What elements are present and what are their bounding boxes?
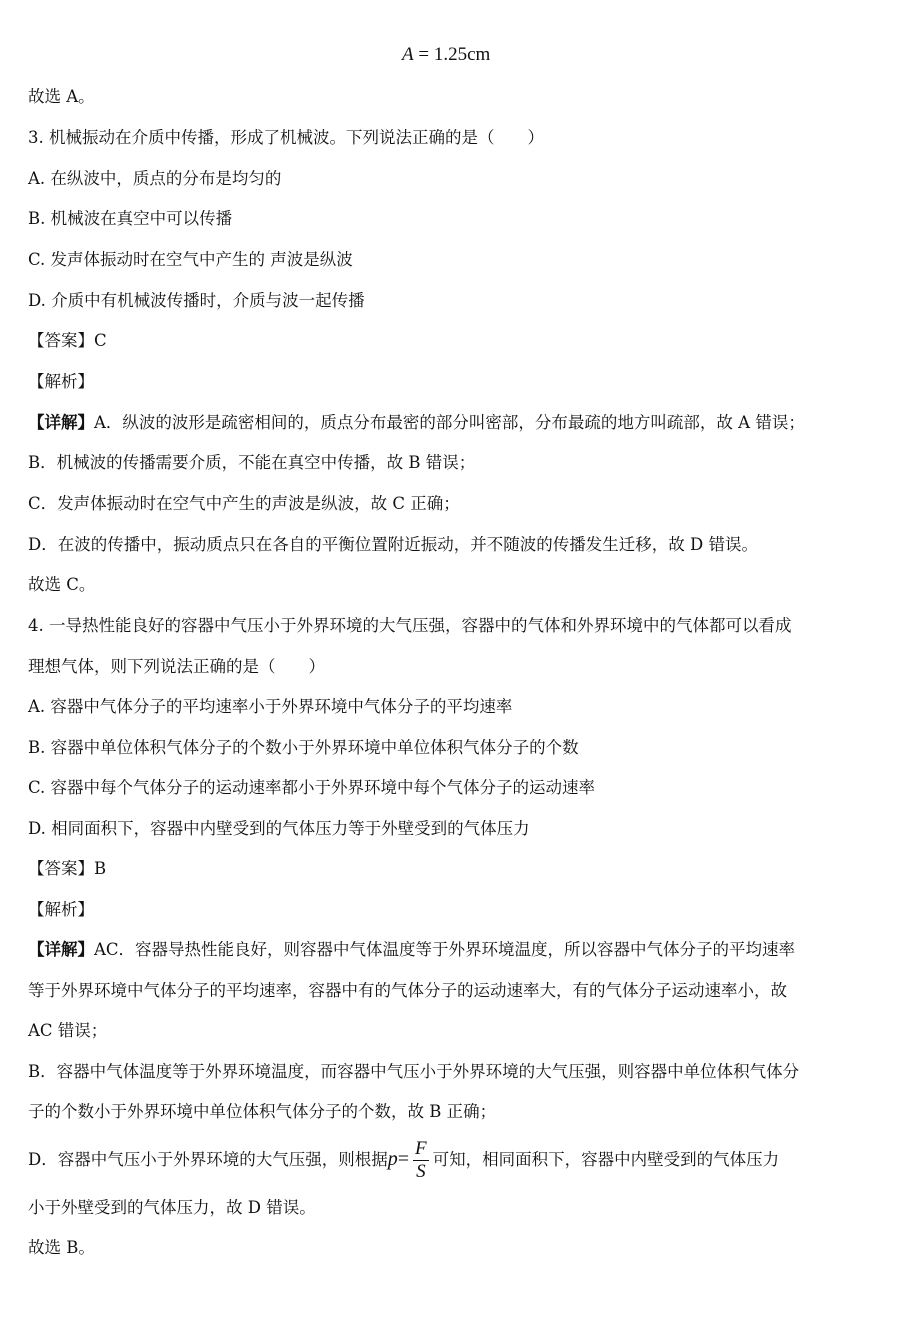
question-3-detail-a [28,412,805,434]
question-3-select: 故选 C。 [28,575,96,594]
question-4-option-a: A. 容器中气体分子的平均速率小于外界环境中气体分子的平均速率 [28,697,513,716]
question-4-detail-ac-line1 [28,939,795,961]
question-3-detail-c: C．发声体振动时在空气中产生的声波是纵波，故 C 正确； [28,494,460,513]
question-3-option-b: B. 机械波在真空中可以传播 [28,209,233,228]
detail-tag: 【详解】 [28,413,94,432]
question-4-stem-line1: 4. 一导热性能良好的容器中气压小于外界环境的大气压强，容器中的气体和外界环境中的气体都可以看成 [28,616,792,635]
question-3-option-c: C. 发声体振动时在空气中产生的 声波是纵波 [28,250,353,269]
formula-rhs: 1.25cm [433,44,491,65]
question-4-detail-d-line2: 小于外壁受到的气体压力，故 D 错误。 [28,1198,316,1217]
question-4-stem-line2: 理想气体，则下列说法正确的是（ ） [28,657,325,676]
question-3-option-a: A. 在纵波中，质点的分布是均匀的 [28,169,282,188]
question-4-detail-ac-line3: AC 错误； [28,1021,108,1040]
fraction-f-over-s [413,1138,429,1183]
detail-d-text-before: D．容器中气压小于外界环境的大气压强，则根据 [28,1150,388,1169]
question-4-option-d: D. 相同面积下，容器中内壁受到的气体压力等于外壁受到的气体压力 [28,819,530,838]
question-4-detail-b-line1: B．容器中气体温度等于外界环境温度，而容器中气压小于外界环境的大气压强，则容器中单位体积气体分 [28,1062,800,1081]
detail-d-text-after: 可知，相同面积下，容器中内壁受到的气体压力 [432,1150,780,1169]
question-4-option-b: B. 容器中单位体积气体分子的个数小于外界环境中单位体积气体分子的个数 [28,738,579,757]
question-4-detail-b-line2: 子的个数小于外界环境中单位体积气体分子的个数，故 B 正确； [28,1102,497,1121]
question-4-detail-d-line1 [28,1136,779,1183]
formula-p: p [387,1148,398,1170]
detail-text: AC．容器导热性能良好，则容器中气体温度等于外界环境温度，所以容器中气体分子的平均速率 [94,940,796,959]
formula-lhs: A [402,44,414,65]
question-4-detail-ac-line2: 等于外界环境中气体分子的平均速率，容器中有的气体分子的运动速率大，有的气体分子运动速率小，故 [28,981,787,1000]
detail-text: A．纵波的波形是疏密相间的，质点分布最密的部分叫密部，分布最疏的地方叫疏部，故 A 错误； [94,413,805,432]
question-3-detail-d: D．在波的传播中，振动质点只在各自的平衡位置附近振动，并不随波的传播发生迁移，故 D 错误。 [28,535,758,554]
fraction-numerator: F [415,1138,427,1159]
question-4-analysis-label: 【解析】 [28,900,94,919]
question-4-answer: 【答案】B [28,859,107,878]
formula-amplitude [402,44,490,66]
detail-tag: 【详解】 [28,940,94,959]
question-4-option-c: C. 容器中每个气体分子的运动速率都小于外界环境中每个气体分子的运动速率 [28,778,596,797]
question-3-option-d: D. 介质中有机械波传播时，介质与波一起传播 [28,291,365,310]
question-3-answer: 【答案】C [28,331,107,350]
formula-eq: = [413,44,434,65]
question-3-analysis-label: 【解析】 [28,372,94,391]
question-3-detail-b: B．机械波的传播需要介质，不能在真空中传播，故 B 错误； [28,453,476,472]
question-4-select: 故选 B。 [28,1238,95,1257]
formula-p-eq: = [397,1148,410,1170]
answer-select-a: 故选 A。 [28,87,95,106]
question-3-stem: 3. 机械振动在介质中传播，形成了机械波。下列说法正确的是（ ） [28,128,544,147]
fraction-denominator: S [416,1161,426,1182]
